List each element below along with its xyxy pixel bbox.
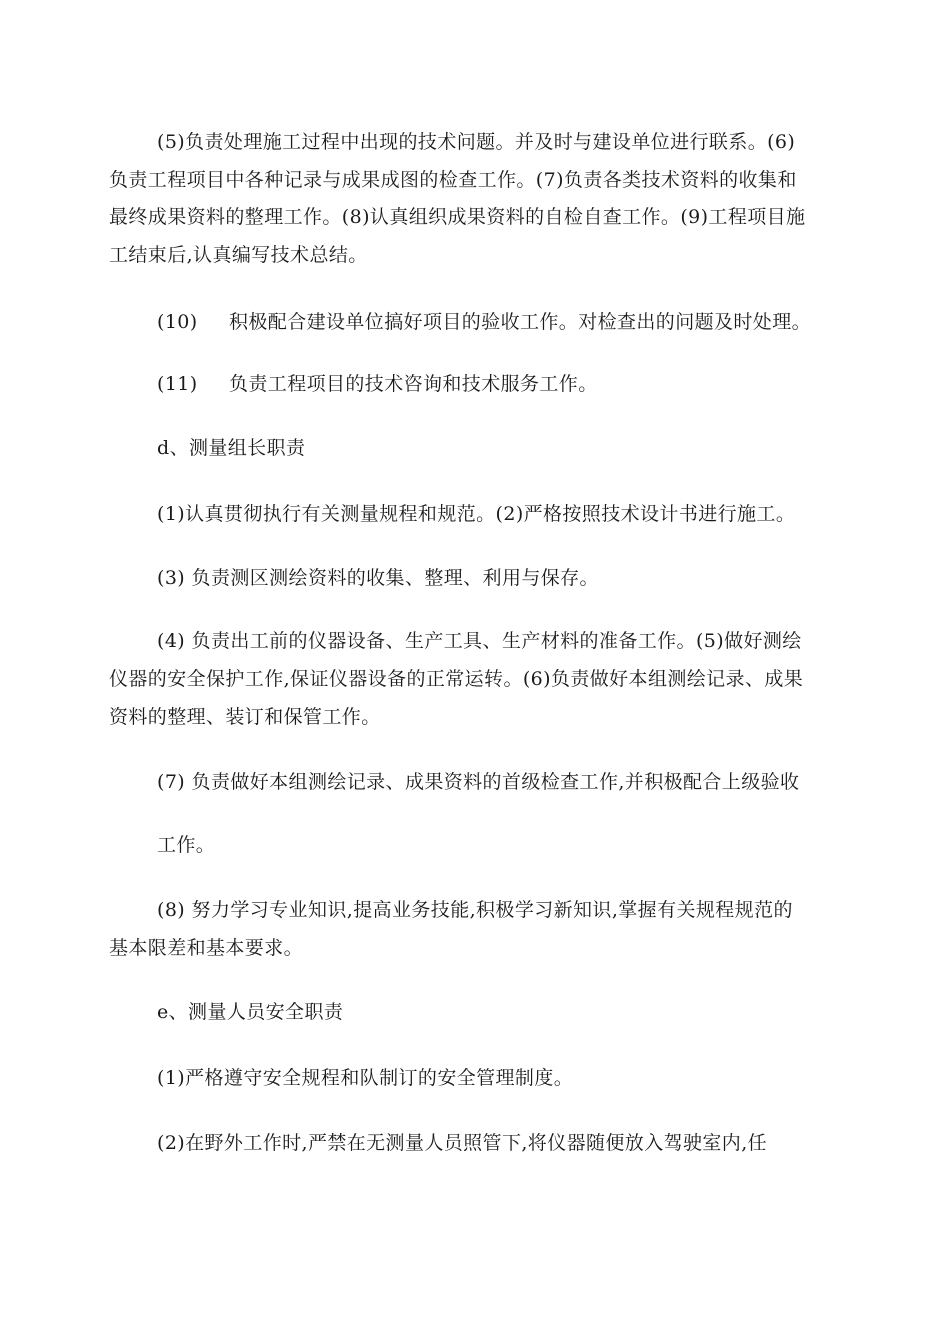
text-line: 积极配合建设单位搞好项目的验收工作。对检查出的问题及时处理。	[229, 311, 812, 333]
text-line: (7) 负责做好本组测绘记录、成果资料的首级检查工作,并积极配合上级验收	[157, 771, 800, 793]
text-line: 工作。	[157, 834, 216, 856]
text-line: 负责工程项目的技术咨询和技术服务工作。	[229, 373, 598, 395]
text-line: 最终成果资料的整理工作。(8)认真组织成果资料的自检自查工作。(9)工程项目施	[109, 206, 806, 228]
text-line: (1)认真贯彻执行有关测量规程和规范。(2)严格按照技术设计书进行施工。	[157, 503, 796, 525]
text-line: 资料的整理、装订和保管工作。	[109, 706, 381, 728]
list-item-10	[157, 305, 897, 339]
section-heading: e、测量人员安全职责	[157, 1001, 344, 1023]
text-line: (3) 负责测区测绘资料的收集、整理、利用与保存。	[157, 567, 599, 589]
text-line: 基本限差和基本要求。	[109, 937, 304, 959]
text-line: 仪器的安全保护工作,保证仪器设备的正常运转。(6)负责做好本组测绘记录、成果	[109, 668, 804, 690]
text-line: (8) 努力学习专业知识,提高业务技能,积极学习新知识,掌握有关规程规范的	[157, 899, 793, 921]
list-number: (10)	[157, 311, 198, 333]
text-line: (4) 负责出工前的仪器设备、生产工具、生产材料的准备工作。(5)做好测绘	[157, 630, 802, 652]
text-line: (1)严格遵守安全规程和队制订的安全管理制度。	[157, 1067, 574, 1089]
text-line: (2)在野外工作时,严禁在无测量人员照管下,将仪器随便放入驾驶室内,任	[157, 1132, 768, 1154]
text-line: 工结束后,认真编写技术总结。	[109, 244, 368, 266]
section-heading: d、测量组长职责	[157, 437, 306, 459]
list-item-11	[157, 367, 897, 401]
text-line: (5)负责处理施工过程中出现的技术问题。并及时与建设单位进行联系。(6)	[157, 131, 796, 153]
list-number: (11)	[157, 373, 198, 395]
text-line: 负责工程项目中各种记录与成果成图的检查工作。(7)负责各类技术资料的收集和	[109, 169, 797, 191]
